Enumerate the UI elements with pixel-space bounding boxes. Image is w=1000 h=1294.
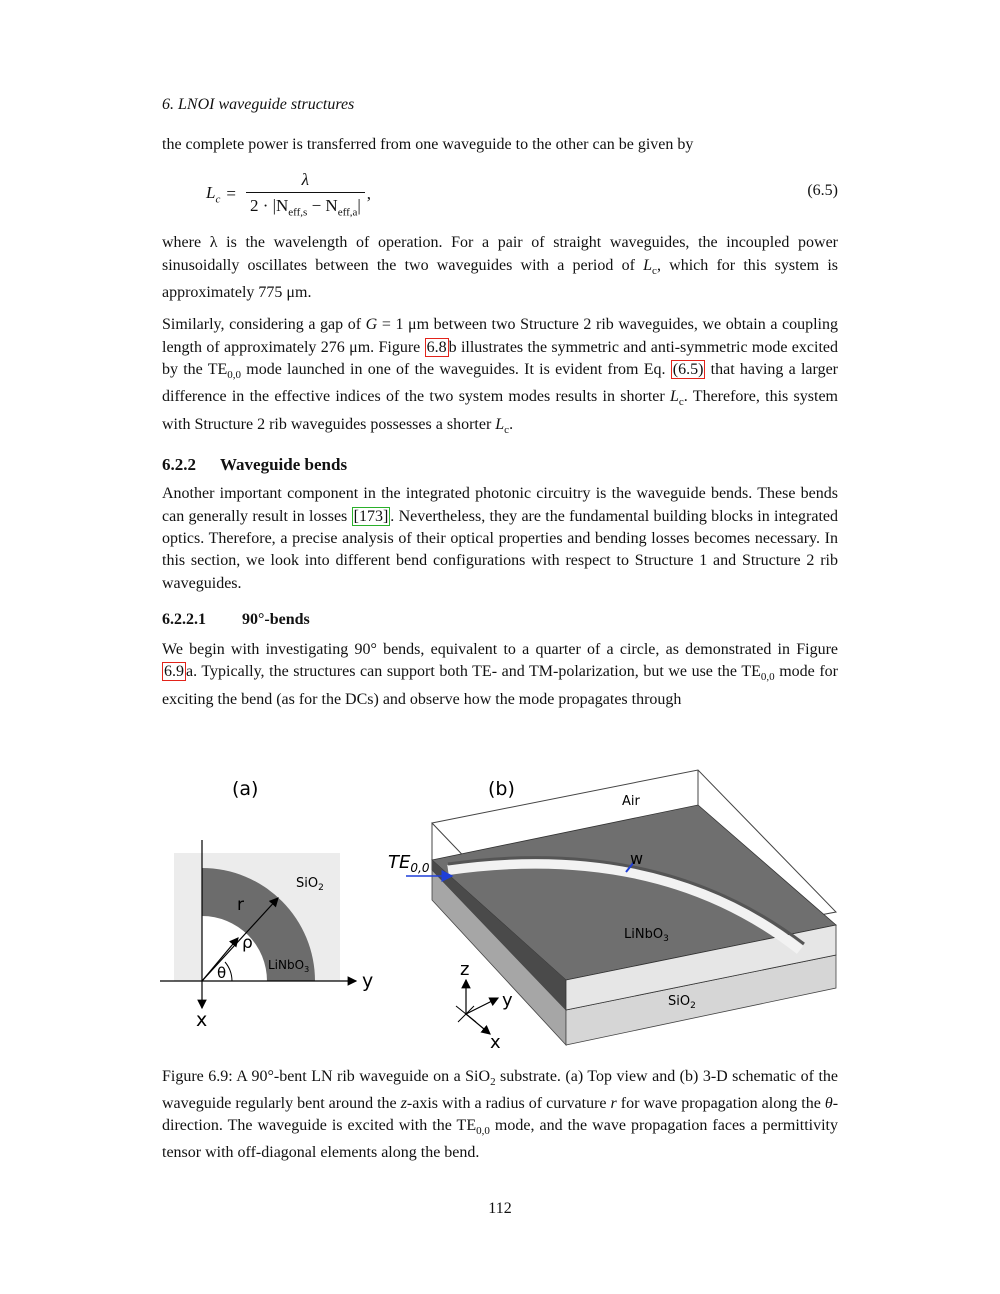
axis-x-label-a: x xyxy=(196,1009,208,1031)
sio2-label-a: SiO$_2$ xyxy=(296,876,324,893)
equation-lhs: $L_c$ xyxy=(206,183,221,206)
paragraph-intro: the complete power is transferred from one waveguide to the other can be given by xyxy=(162,136,694,153)
panel-a xyxy=(160,778,373,1031)
figure-6-9-drawing xyxy=(160,760,850,1060)
axis-y-label-b: y xyxy=(502,990,513,1011)
equation-fraction xyxy=(246,170,365,218)
paragraph-90-bends: We begin with investigating 90° bends, equivalent to a quarter of a circle, as demonstrated in Figure 6.9 a. Typically, the structures can support both TE- and TM-polarization, but we use the $TE_{0,0}$ mode for exciting the bend (as for the DCs) and observe how the mode propagates through xyxy=(162,640,839,708)
panel-b xyxy=(388,770,836,1053)
subsection-heading: 6.2.2.1 90°-bends xyxy=(162,610,310,628)
air-label: Air xyxy=(622,794,640,809)
equation-comma: , xyxy=(366,184,372,204)
r-label: r xyxy=(237,895,244,915)
citation-ref-173[interactable]: [173] xyxy=(353,507,389,525)
panel-b-label: (b) xyxy=(488,778,515,800)
figure-caption: Figure 6.9: A 90°-bent LN rib waveguide on a SiO$_2$ substrate. (a) Top view and (b) 3-D schematic of the waveguide regularly bent around the z-axis with a radius of curvature r for wave propagation along the θ-direction. The waveguide is excited with the $TE_{0,0}$ mode, and the wave propagation faces a permittivity tensor with off-diagonal elements along the bend. xyxy=(162,1068,839,1162)
paragraph-wavelength: where λ is the wavelength of operation. For a pair of straight waveguides, the incoupled power sinusoidally oscillates between the two waveguides with a period of $L_c$, which for this system is approximately 775 μm. xyxy=(162,234,838,302)
panel-a-label: (a) xyxy=(232,778,259,800)
axis-z-label-b: z xyxy=(460,959,470,980)
linbo3-label-a: LiNbO$_3$ xyxy=(268,958,310,974)
paragraph-bends: Another important component in the integrated photonic circuitry is the waveguide bends. These bends can generally result in losses [173] . Nevertheless, they are the fundamental building blocks in integrated optics. Therefore, a precise analysis of their optical properties and bending losses becomes necessary. In this section, we look into different bend configurations with respect to Structure 1 and Structure 2 rib waveguides. xyxy=(162,485,838,592)
theta-label: θ xyxy=(217,964,227,982)
figure-ref-6-8[interactable]: 6.8 xyxy=(426,338,447,356)
axis-x-label-b: x xyxy=(490,1032,501,1053)
equation-numerator: λ xyxy=(301,170,310,190)
te-label: $TE_{0,0}$ xyxy=(388,852,430,875)
running-head: 6. LNOI waveguide structures xyxy=(162,96,355,113)
figure-ref-6-9[interactable]: 6.9 xyxy=(164,663,184,681)
figure-6-9 xyxy=(160,760,850,1060)
section-heading: 6.2.2 Waveguide bends xyxy=(162,455,348,475)
equation-number: (6.5) xyxy=(807,182,838,200)
equation-ref-6-5[interactable]: (6.5) xyxy=(672,360,704,378)
axis-y-label-a: y xyxy=(362,970,374,992)
equation-6-5 xyxy=(162,164,838,226)
w-label: w xyxy=(630,849,644,868)
rho-label: ρ xyxy=(242,933,253,953)
equation-denominator: $2 \cdot |N_{eff,s} - N_{eff,a}|$ xyxy=(246,192,365,218)
equals-sign: = xyxy=(226,184,236,204)
sio2-label-b: SiO$_2$ xyxy=(668,994,696,1011)
linbo3-label-b: LiNbO$_3$ xyxy=(624,927,669,944)
page-number: 112 xyxy=(488,1200,512,1217)
paragraph-coupling-length: Similarly, considering a gap of G = 1 μm between two Structure 2 rib waveguides, we obtain a coupling length of approximately 276 μm. Figure 6.8 b illustrates the symmetric and anti-symmetric mode excited by the $TE_{0,0}$ mode launched in one of the waveguides. It is evident from Eq. (6.5) that having a larger difference in the effective indices of the two system modes results in shorter $L_c$. Therefore, this system with Structure 2 rib waveguides possesses a shorter $L_c$. xyxy=(162,316,838,437)
axis-y-arrow-b xyxy=(466,998,498,1014)
